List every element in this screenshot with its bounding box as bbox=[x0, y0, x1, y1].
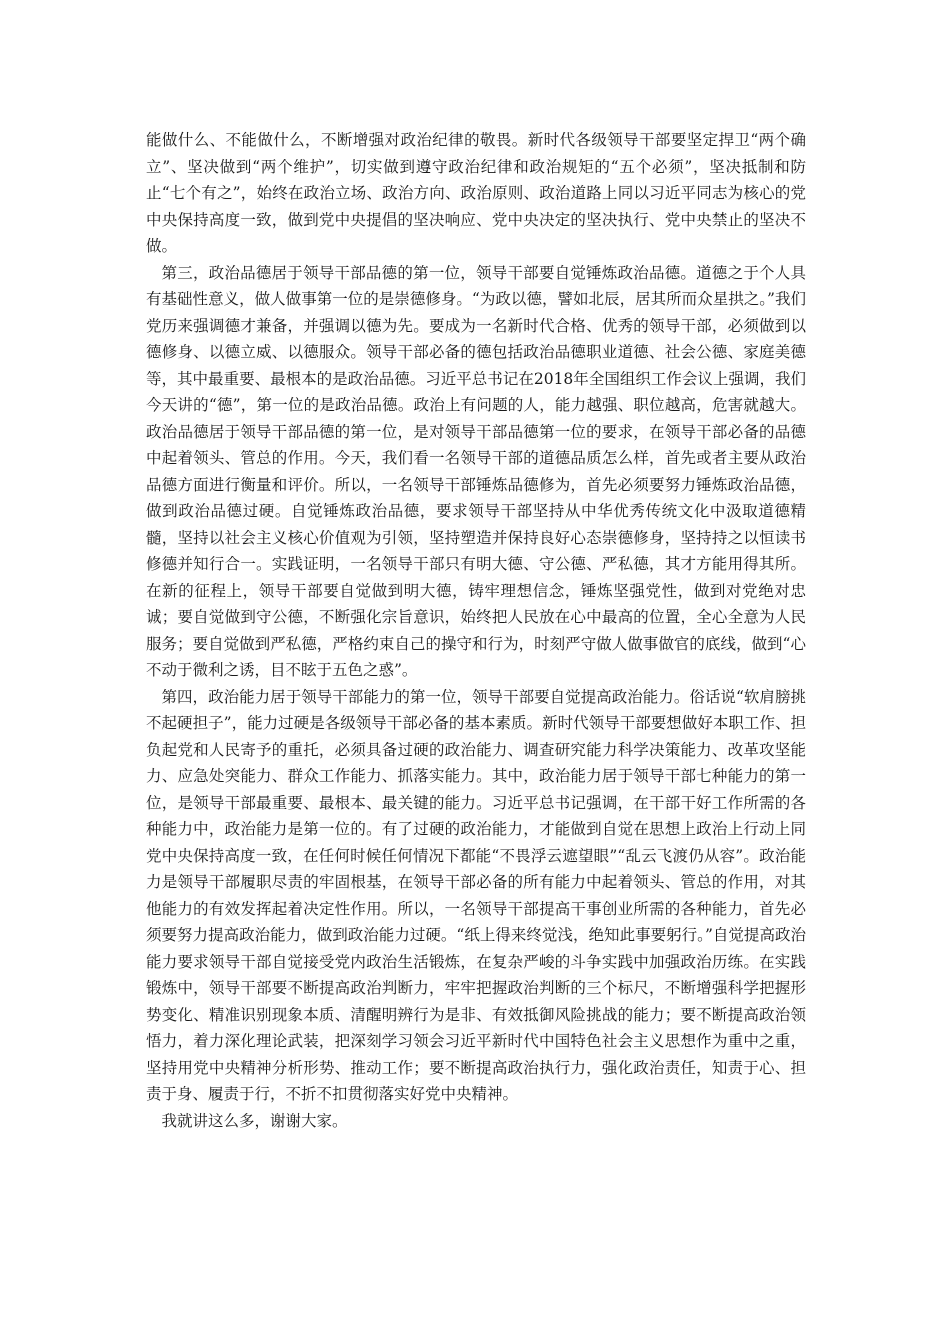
paragraph-political-discipline: 能做什么、不能做什么，不断增强对政治纪律的敬畏。新时代各级领导干部要坚定捍卫“两个确立”、坚决做到“两个维护”，切实做到遵守政治纪律和政治规矩的“五个必须”，坚决抵制和防止“七个有之”，始终在政治立场、政治方向、政治原则、政治道路上同以习近平同志为核心的党中央保持高度一致，做到党中央提倡的坚决响应、党中央决定的坚决执行、党中央禁止的坚决不做。 bbox=[146, 131, 806, 255]
paragraph-political-morality: 第三，政治品德居于领导干部品德的第一位，领导干部要自觉锤炼政治品德。道德之于个人具有基础性意义，做人做事第一位的是崇德修身。“为政以德，譬如北辰，居其所而众星拱之。”我们党历来强调德才兼备，并强调以德为先。要成为一名新时代合格、优秀的领导干部，必须做到以德修身、以德立威、以德服众。领导干部必备的德包括政治品德职业道德、社会公德、家庭美德等，其中最重要、最根本的是政治品德。习近平总书记在2018年全国组织工作会议上强调，我们今天讲的“德”，第一位的是政治品德。政治上有问题的人，能力越强、职位越高，危害就越大。政治品德居于领导干部品德的第一位，是对领导干部品德第一位的要求，在领导干部必备的品德中起着领头、管总的作用。今天，我们看一名领导干部的道德品质怎么样，首先或者主要从政治品德方面进行衡量和评价。所以，一名领导干部锤炼品德修为，首先必须要努力锤炼政治品德，做到政治品德过硬。自觉锤炼政治品德，要求领导干部坚持从中华优秀传统文化中汲取道德精髓，坚持以社会主义核心价值观为引领，坚持塑造并保持良好心态崇德修身，坚持持之以恒读书修德并知行合一。实践证明，一名领导干部只有明大德、守公德、严私德，其才方能用得其所。在新的征程上，领导干部要自觉做到明大德，铸牢理想信念，锤炼坚强党性，做到对党绝对忠诚；要自觉做到守公德，不断强化宗旨意识，始终把人民放在心中最高的位置，全心全意为人民服务；要自觉做到严私德，严格约束自己的操守和行为，时刻严守做人做事做官的底线，做到“心不动于微利之诱，目不眩于五色之惑”。 bbox=[146, 263, 806, 679]
document-page bbox=[146, 127, 806, 1134]
paragraph-political-ability: 第四，政治能力居于领导干部能力的第一位，领导干部要自觉提高政治能力。俗话说“软肩膀挑不起硬担子”，能力过硬是各级领导干部必备的基本素质。新时代领导干部要想做好本职工作、担负起党和人民寄予的重托，必须具备过硬的政治能力、调查研究能力科学决策能力、改革攻坚能力、应急处突能力、群众工作能力、抓落实能力。其中，政治能力居于领导干部七种能力的第一位，是领导干部最重要、最根本、最关键的能力。习近平总书记强调，在干部干好工作所需的各种能力中，政治能力是第一位的。有了过硬的政治能力，才能做到自觉在思想上政治上行动上同党中央保持高度一致，在任何时候任何情况下都能“不畏浮云遮望眼”“乱云飞渡仍从容”。政治能力是领导干部履职尽责的牢固根基，在领导干部必备的所有能力中起着领头、管总的作用，对其他能力的有效发挥起着决定性作用。所以，一名领导干部提高干事创业所需的各种能力，首先必须要努力提高政治能力，做到政治能力过硬。“纸上得来终觉浅，绝知此事要躬行。”自觉提高政治能力要求领导干部自觉接受党内政治生活锻炼，在复杂严峻的斗争实践中加强政治历练。在实践锻炼中，领导干部要不断提高政治判断力，牢牢把握政治判断的三个标尺，不断增强科学把握形势变化、精准识别现象本质、清醒明辨行为是非、有效抵御风险挑战的能力；要不断提高政治领悟力，着力深化理论武装，把深刻学习领会习近平新时代中国特色社会主义思想作为重中之重，坚持用党中央精神分析形势、推动工作；要不断提高政治执行力，强化政治责任，知责于心、担责于身、履责于行，不折不扣贯彻落实好党中央精神。 bbox=[146, 687, 806, 1103]
paragraph-closing: 我就讲这么多，谢谢大家。 bbox=[161, 1111, 348, 1130]
